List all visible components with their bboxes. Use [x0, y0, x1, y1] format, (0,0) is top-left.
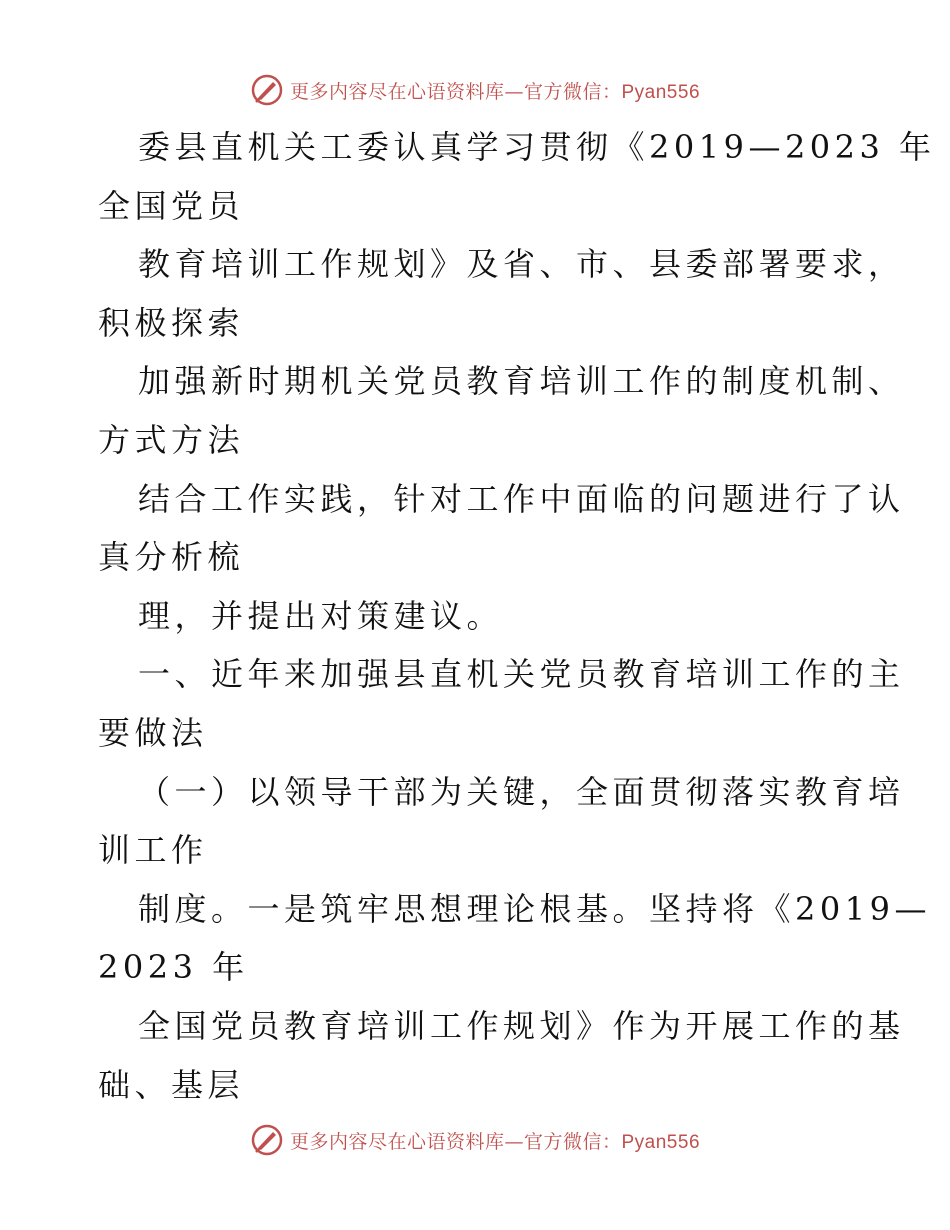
- document-line: （一）以领导干部为关键，全面贯彻落实教育培: [138, 772, 905, 811]
- footer-banner-text: 更多内容尽在心语资料库—官方微信：Pyan556: [289, 1130, 701, 1153]
- document-line: 方式方法: [98, 420, 245, 459]
- document-line: 全国党员教育培训工作规划》作为开展工作的基: [138, 1006, 905, 1045]
- document-line: 加强新时期机关党员教育培训工作的制度机制、: [138, 362, 905, 401]
- header-banner-text: 更多内容尽在心语资料库—官方微信：Pyan556: [289, 80, 701, 103]
- document-line: 2023 年: [98, 948, 249, 987]
- document-body: [98, 118, 936, 1114]
- header-wechat-id: Pyan556: [621, 81, 701, 103]
- quill-logo-icon: [250, 1123, 284, 1157]
- document-line: 真分析梳: [98, 538, 245, 577]
- document-line: 委县直机关工委认真学习贯彻《2019—2023 年: [138, 128, 936, 166]
- document-line: 础、基层: [98, 1065, 245, 1104]
- quill-logo-icon: [250, 73, 284, 107]
- document-line: 训工作: [98, 831, 208, 870]
- document-line: 制度。一是筑牢思想理论根基。坚持将《2019—: [138, 889, 931, 928]
- document-line: 全国党员: [98, 186, 245, 225]
- document-line: 理，并提出对策建议。: [138, 596, 504, 635]
- footer-wechat-id: Pyan556: [621, 1131, 701, 1153]
- document-line: 教育培训工作规划》及省、市、县委部署要求，: [138, 245, 905, 284]
- document-line: 要做法: [98, 713, 208, 752]
- document-line: 一、近年来加强县直机关党员教育培训工作的主: [138, 655, 905, 694]
- document-line: 积极探索: [98, 303, 245, 342]
- document-line: 结合工作实践，针对工作中面临的问题进行了认: [138, 479, 905, 518]
- header-banner: [0, 72, 950, 108]
- footer-banner: [0, 1122, 950, 1158]
